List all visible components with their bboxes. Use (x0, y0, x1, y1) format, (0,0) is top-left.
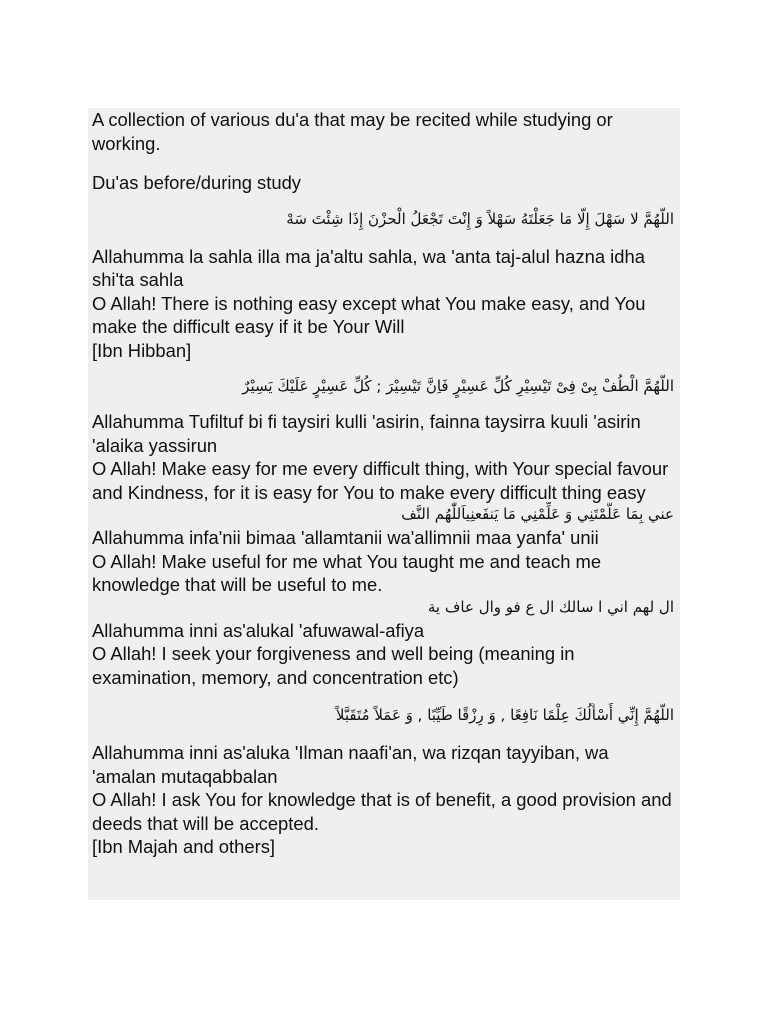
dua-3-transliteration: Allahumma infa'nii bimaa 'allamtanii wa'allimnii maa yanfa' unii (92, 527, 599, 548)
dua-1-arabic: اللَّهُمَّ لا سَهْلَ إِلَّا مَا جَعَلْتَهُ سَهْلاً وَ إِنْتَ تَجْعَلُ الْحزْنَ إِذَا شِئْتَ سَهْ (286, 209, 674, 228)
dua-1-translation: O Allah! There is nothing easy except what You make easy, and You make the difficult easy if it be Your Will (92, 292, 646, 337)
dua-5-arabic: اللَّهُمَّ إِنِّي أَسْأَلُكَ عِلْمًا نَافِعًا , وَ رِزْقًا طَيِّبًا , وَ عَمَلاً مُتَقَبَّلاً (335, 706, 674, 724)
document-page (88, 108, 680, 900)
dua-5-transliteration: Allahumma inni as'aluka 'Ilman naafi'an, wa rizqan tayyiban, wa 'amalan mutaqabbalan (92, 742, 609, 787)
dua-2-translation: O Allah! Make easy for me every difficult thing, with Your special favour and Kindness, for it is easy for You to make every difficult thing easy (92, 458, 669, 503)
dua-4-translation: O Allah! I seek your forgiveness and well being (meaning in examination, memory, and concentration etc) (92, 643, 575, 688)
dua-3-translation: O Allah! Make useful for me what You taught me and teach me knowledge that will be useful to me. (92, 550, 602, 595)
dua-4-transliteration: Allahumma inni as'alukal 'afuwawal-afiya (92, 619, 425, 641)
dua-2-arabic: اللَّهُمَّ الْطُفْ بِىْ فِىْ تَيْسِيْرِ كُلِّ عَسِيْرٍ فَاِنَّ تَيْسِيْرَ ; كُلِّ عَسِيْرٍ عَلَيْكَ يَسِيْرٌ (242, 377, 674, 395)
dua-2-transliteration: Allahumma Tufiltuf bi fi taysiri kulli 'asirin, fainna taysirra kuuli 'asirin 'alaika yassirun (92, 411, 641, 456)
dua-1-source: [Ibn Hibban] (92, 339, 192, 361)
dua-5-source: [Ibn Majah and others] (92, 836, 275, 857)
section-title: Du'as before/during study (92, 172, 301, 193)
dua-3-arabic: عني بِمَا عَلَّمْتَنِي وَ عَلِّمْنِي مَا يَنفَعنِياَللّٰهُم النَّف (401, 505, 674, 523)
dua-5-translation: O Allah! I ask You for knowledge that is of benefit, a good provision and deeds that will be accepted. (92, 789, 672, 834)
dua-1-transliteration: Allahumma la sahla illa ma ja'altu sahla, wa 'anta taj-alul hazna idha shi'ta sahla (92, 245, 645, 290)
dua-4-arabic: ال لهم اني ا سالك ال ع فو وال عاف ية (427, 597, 674, 616)
intro-text: A collection of various du'a that may be recited while studying or working. (92, 109, 613, 154)
